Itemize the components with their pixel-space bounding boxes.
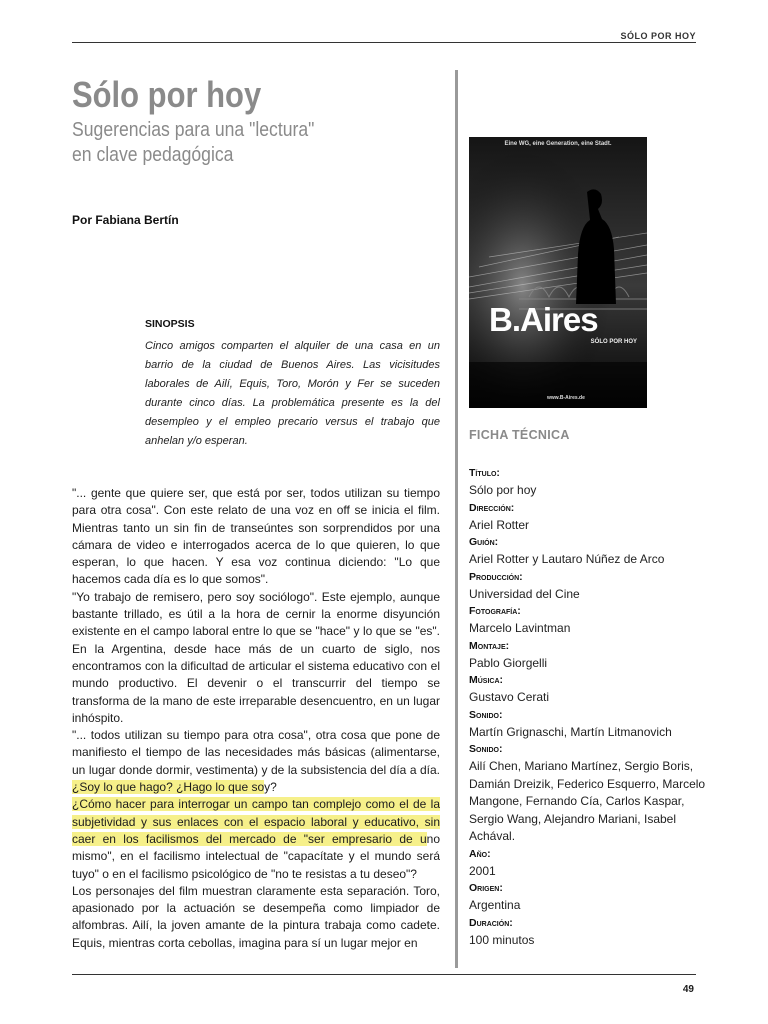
subtitle-line-2: en clave pedagógica — [72, 144, 234, 166]
bottom-rule — [72, 974, 696, 975]
ficha-item — [469, 672, 709, 707]
ficha-item — [469, 603, 709, 638]
poster-title: B.Aires — [489, 301, 598, 338]
ficha-item — [469, 846, 709, 881]
ficha-value: Universidad del Cine — [469, 586, 580, 601]
ficha-label: Música: — [469, 674, 504, 686]
ficha-value: 2001 — [469, 863, 496, 878]
body-paragraph-1: "... gente que quiere ser, que está por ser, todos utilizan su tiempo para otra cosa". Con este relato de una voz en off se inicia el film. Mientras tanto un sin fin de transeúntes son sorprendidos por una cámara de video e interrogados acerca de lo que quieren, lo que esperan, lo que hacen. Y esa voz continua diciendo: "Lo que hacemos cada día es lo que somos". — [72, 486, 440, 587]
ficha-item — [469, 915, 709, 950]
ficha-value: Ailí Chen, Mariano Martínez, Sergio Boris, Damián Dreizik, Federico Esquerro, Marcelo Mangone, Fernando Cía, Carlos Kaspar, Sergio Wang, Alejandro Mariani, Isabel Achával. — [469, 759, 706, 843]
ficha-heading: FICHA TÉCNICA — [469, 428, 570, 442]
body-paragraph-5: Los personajes del film muestran claramente esta separación. Toro, apasionado por la actuación se desempeña como limpiador de alfombras. Ailí, la joven amante de la pintura trabaja como cadete. Equis, mientras corta cebollas, imagina para sí un lugar mejor en — [72, 883, 440, 950]
ficha-item — [469, 500, 709, 535]
ficha-label: Montaje: — [469, 639, 510, 652]
subtitle-line-1: Sugerencias para una "lectura" — [72, 119, 315, 141]
ficha-label: Año: — [469, 847, 491, 860]
synopsis-text: Cinco amigos comparten el alquiler de una casa en un barrio de la ciudad de Buenos Aires. Las vicisitudes laborales de Ailí, Equis, Toro, Morón y Fer se suceden durante cinco días. La problemática presente es la del desempleo y el empleo precario versus el trabajo que anhelan y/o esperan. — [145, 340, 440, 447]
ficha-item — [469, 534, 709, 569]
ficha-value: Gustavo Cerati — [469, 690, 550, 704]
ficha-value: 100 minutos — [469, 932, 535, 947]
poster-subtitle: SÓLO POR HOY — [590, 339, 637, 345]
body-paragraph-2: "Yo trabajo de remisero, pero soy sociólogo". Este ejemplo, aunque bastante trillado, es útil a la hora de cernir la enorme disyunción existente en el campo laboral entre lo que se "hace" y lo que se "es". En la Argentina, desde hace más de un cuarto de siglo, nos encontramos con la dificultad de articular el sistema educativo con el mundo productivo. El devenir o el transcurrir del tiempo se transforma de la mano de este irreparable desencuentro, en un lugar inhóspito. — [72, 589, 440, 725]
ficha-value: Ariel Rotter y Lautaro Núñez de Arco — [469, 552, 665, 566]
film-poster — [469, 137, 647, 408]
top-rule — [72, 42, 696, 43]
body-paragraph-3-end: y? — [264, 780, 277, 795]
body-paragraph-4-end: no mismo", en el facilismo intelectual de "capacítate y el mundo será tuyo" o en el facilismo psicológico de "no te resistas a tu deseo"? — [72, 831, 440, 881]
ficha-label: Sonido: — [469, 743, 503, 755]
ficha-value: Pablo Giorgelli — [469, 655, 548, 670]
ficha-label: Duración: — [469, 916, 513, 929]
article-subtitle — [72, 118, 314, 168]
ficha-value: Martín Grignaschi, Martín Litmanovich — [469, 724, 672, 739]
ficha-item — [469, 741, 709, 846]
column-divider — [455, 70, 458, 968]
ficha-label: Guión: — [469, 536, 499, 548]
ficha-value: Marcelo Lavintman — [469, 621, 571, 635]
running-head: SÓLO POR HOY — [620, 31, 696, 41]
body-paragraph-3-text: "... todos utilizan su tiempo para otra cosa", otra cosa que pone de manifiesto el tiempo de las necesidades más básicas (alimentarse, un lugar donde dormir, vestimenta) y de la subsistencia del día a día. — [72, 728, 440, 777]
ficha-label: Fotografía: — [469, 605, 521, 617]
highlighted-text: ¿Soy lo que hago? ¿Hago lo que so — [72, 780, 265, 795]
ficha-label: Título: — [469, 467, 500, 479]
ficha-label: Origen: — [469, 882, 503, 894]
ficha-item — [469, 638, 709, 673]
article-body — [72, 485, 440, 953]
ficha-label: Producción: — [469, 570, 523, 583]
ficha-label: Sonido: — [469, 708, 503, 721]
poster-url: www.B-Aires.de — [547, 395, 585, 401]
body-paragraph-3 — [72, 727, 440, 796]
byline: Por Fabiana Bertín — [72, 213, 179, 227]
ficha-item — [469, 465, 709, 500]
article-title: Sólo por hoy — [72, 74, 262, 115]
page-number: 49 — [682, 984, 694, 995]
poster-artwork — [469, 137, 647, 408]
highlighted-text: ¿Cómo hacer para interrogar un campo tan complejo como el de la subjetividad y sus enlaces con el espacio laboral y educativo, sin caer en los facilismos del mercado de "ser empresario de u — [72, 797, 440, 846]
ficha-item — [469, 569, 709, 604]
poster-tagline: Eine WG, eine Generation, eine Stadt. — [504, 141, 612, 147]
ficha-item — [469, 707, 709, 742]
ficha-item — [469, 880, 709, 915]
synopsis-heading: SINOPSIS — [145, 318, 195, 330]
ficha-value: Argentina — [469, 898, 521, 912]
ficha-label: Dirección: — [469, 501, 515, 514]
ficha-value: Ariel Rotter — [469, 517, 530, 532]
ficha-value: Sólo por hoy — [469, 483, 537, 497]
body-paragraph-4 — [72, 796, 440, 882]
ficha-list — [469, 465, 709, 949]
